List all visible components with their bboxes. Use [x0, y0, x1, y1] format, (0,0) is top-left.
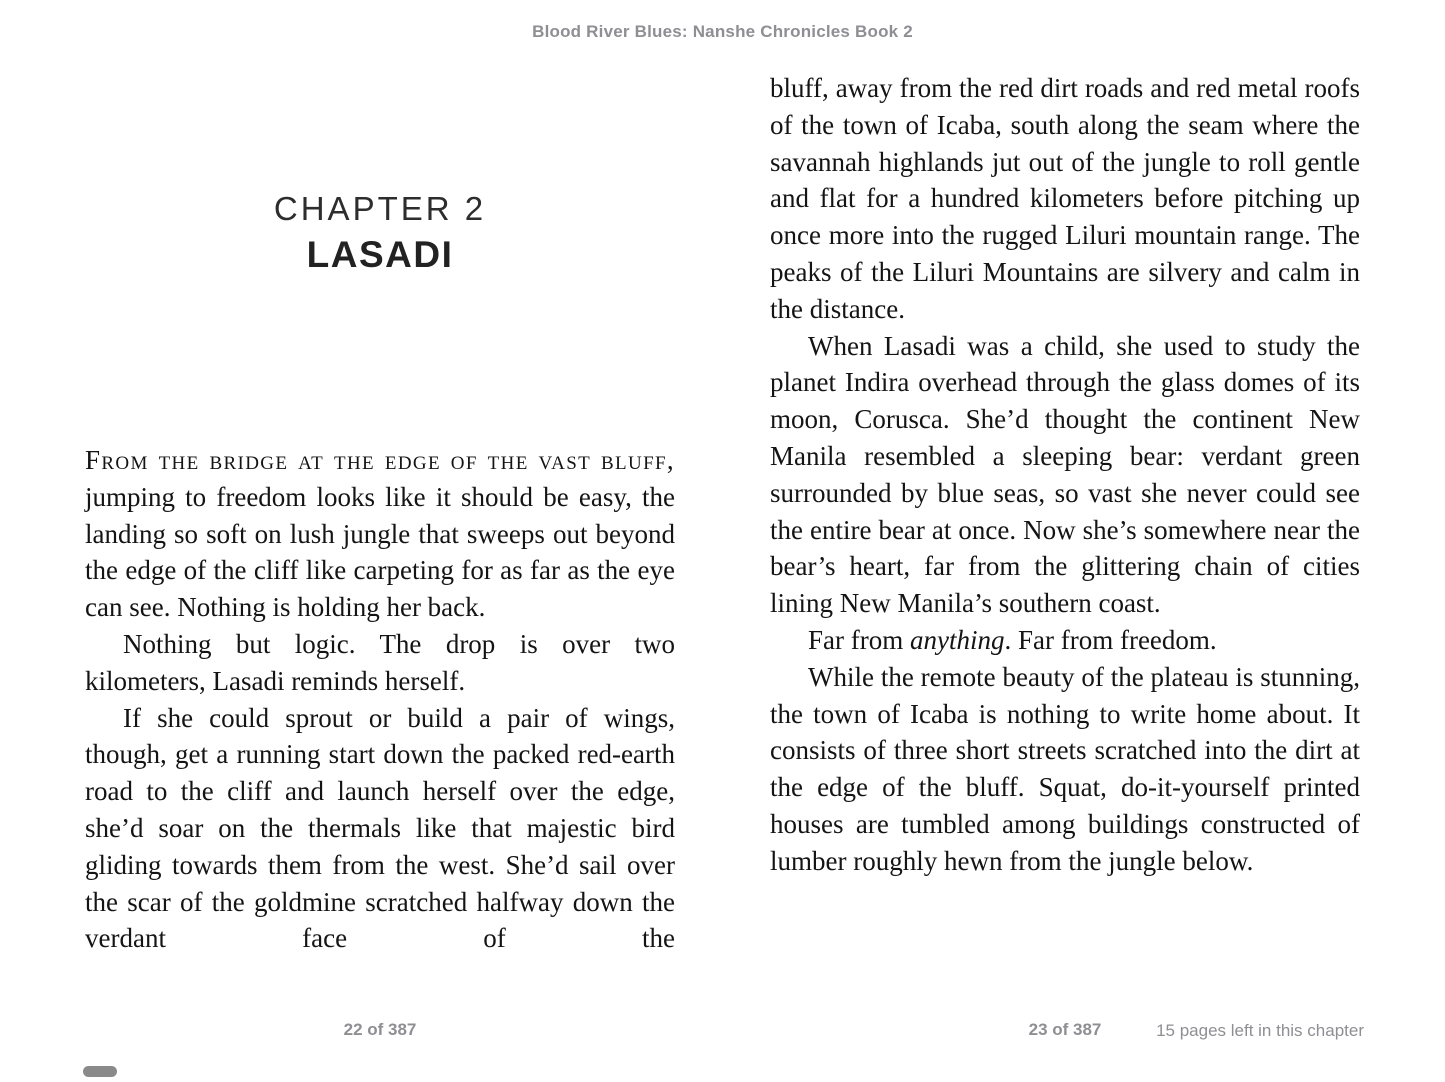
paragraph: [770, 622, 1360, 659]
paragraph: [770, 659, 1360, 880]
page-right[interactable]: [770, 60, 1360, 880]
text-segment-normal: . Far from freedom.: [1004, 624, 1217, 655]
book-title: Blood River Blues: Nanshe Chronicles Book 2: [532, 22, 913, 41]
text-segment-normal: While the remote beauty of the plateau is stunning, the town of Icaba is nothing to write home about. It consists of three short streets scratched into the dirt at the edge of the bluff. Squat, do-it-yourself printed houses are tumbled among buildings constructed of lumber roughly hewn from the jungle below.: [770, 661, 1360, 876]
text-segment-smallcaps: From the bridge at the edge of the vast bluff,: [85, 445, 675, 475]
reader-header: [0, 22, 1445, 42]
text-segment-normal: bluff, away from the red dirt roads and red metal roofs of the town of Icaba, south along the seam where the savannah highlands jut out of the jungle to roll gentle and flat for a hundred kilometers before pitching up once more into the rugged Liluri mountain range. The peaks of the Liluri Mountains are silvery and calm in the distance.: [770, 73, 1360, 324]
chapter-title: LASADI: [306, 234, 454, 275]
page-right-body: [770, 70, 1360, 880]
text-segment-italic: anything: [909, 624, 1005, 655]
paragraph: [85, 626, 675, 700]
pages-left-label[interactable]: 15 pages left in this chapter: [1156, 1021, 1364, 1040]
paragraph: [85, 442, 675, 626]
text-segment-normal: If she could sprout or build a pair of wings, though, get a running start down the packed red-earth road to the cliff and launch herself over the edge, she’d soar on the thermals like that majestic bird gliding towards them from the west. She’d sail over the scar of the goldmine scratched halfway down the verdant face of the: [85, 702, 675, 954]
text-segment-normal: When Lasadi was a child, she used to study the planet Indira overhead through the glass domes of its moon, Corusca. She’d thought the continent New Manila resembled a sleeping bear: verdant green surrounded by blue seas, so vast she never could see the entire bear at once. Now she’s somewhere near the bear’s heart, far from the glittering chain of cities lining New Manila’s southern coast.: [770, 330, 1360, 619]
text-segment-normal: Far from: [808, 624, 910, 655]
page-position-left: 22 of 387: [343, 1020, 417, 1039]
text-segment-normal: jumping to freedom looks like it should be easy, the landing so soft on lush jungle that sweeps out beyond the edge of the cliff like carpeting for as far as the eye can see. Nothing is holding her back.: [85, 481, 675, 623]
page-left[interactable]: [85, 60, 675, 957]
paragraph: [770, 70, 1360, 328]
chapter-number-label: CHAPTER 2: [273, 190, 487, 227]
paragraph: [770, 328, 1360, 622]
text-segment-normal: Nothing but logic. The drop is over two kilometers, Lasadi reminds herself.: [85, 628, 675, 696]
page-position-right: 23 of 387: [1028, 1020, 1102, 1039]
page-left-body: [85, 442, 675, 957]
paragraph: [85, 700, 675, 958]
drag-handle[interactable]: [83, 1066, 117, 1077]
chapter-heading: [85, 190, 675, 276]
